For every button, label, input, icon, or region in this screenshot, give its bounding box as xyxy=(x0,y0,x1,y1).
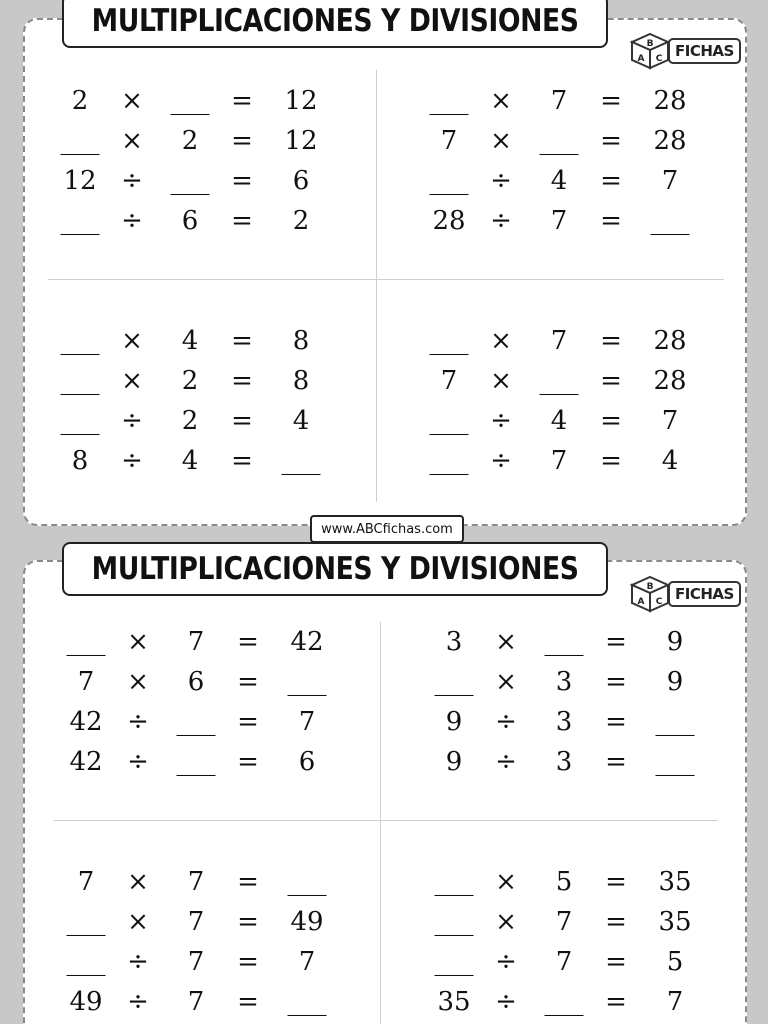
number: 8 xyxy=(292,366,310,396)
exercise-quadrant xyxy=(424,862,744,1022)
equation-row xyxy=(56,742,376,782)
logo-text: FICHAS xyxy=(668,581,741,607)
equals-sign: = xyxy=(231,446,253,476)
number: 7 xyxy=(550,446,568,476)
number: 2 xyxy=(181,126,199,156)
operator: ÷ xyxy=(127,707,149,737)
equals-sign: = xyxy=(237,987,259,1017)
number: 7 xyxy=(440,366,458,396)
number: 12 xyxy=(63,166,97,196)
equation-row xyxy=(419,81,739,121)
equation-row xyxy=(419,401,739,441)
number: 4 xyxy=(292,406,310,436)
equals-sign: = xyxy=(600,366,622,396)
operator: × xyxy=(127,667,149,697)
number: 4 xyxy=(181,446,199,476)
operator: × xyxy=(490,126,512,156)
cube-letter: A xyxy=(637,597,645,607)
operator: × xyxy=(121,126,143,156)
equals-sign: = xyxy=(600,446,622,476)
operator: ÷ xyxy=(490,446,512,476)
equals-sign: = xyxy=(231,206,253,236)
number: 7 xyxy=(77,667,95,697)
equation-row xyxy=(419,121,739,161)
equals-sign: = xyxy=(605,987,627,1017)
operator: × xyxy=(495,907,517,937)
letter-cube-icon xyxy=(628,32,672,70)
number: 9 xyxy=(445,707,463,737)
number: 4 xyxy=(550,166,568,196)
operator: ÷ xyxy=(490,406,512,436)
equation-row xyxy=(50,401,370,441)
equation-row xyxy=(424,902,744,942)
equation-row xyxy=(56,622,376,662)
number: 7 xyxy=(187,947,205,977)
number: 7 xyxy=(555,947,573,977)
equals-sign: = xyxy=(600,326,622,356)
exercise-quadrant xyxy=(56,622,376,782)
equals-sign: = xyxy=(237,867,259,897)
number: 7 xyxy=(298,707,316,737)
answer-blank[interactable]: ___ xyxy=(434,947,474,977)
answer-blank[interactable]: ___ xyxy=(287,987,327,1017)
number: 12 xyxy=(284,86,318,116)
logo-text: FICHAS xyxy=(668,38,741,64)
cube-letter: C xyxy=(655,54,663,64)
exercise-quadrant xyxy=(424,622,744,782)
answer-blank[interactable]: ___ xyxy=(170,86,210,116)
number: 5 xyxy=(555,867,573,897)
number: 12 xyxy=(284,126,318,156)
footer-url: www.ABCfichas.com xyxy=(310,515,464,543)
equation-row xyxy=(424,742,744,782)
equals-sign: = xyxy=(605,947,627,977)
number: 28 xyxy=(653,366,687,396)
answer-blank[interactable]: ___ xyxy=(287,867,327,897)
answer-blank[interactable]: ___ xyxy=(655,747,695,777)
equation-row xyxy=(50,321,370,361)
cube-letter: C xyxy=(655,597,663,607)
number: 35 xyxy=(658,867,692,897)
number: 35 xyxy=(658,907,692,937)
equals-sign: = xyxy=(600,126,622,156)
equals-sign: = xyxy=(605,907,627,937)
operator: × xyxy=(495,867,517,897)
number: 28 xyxy=(653,86,687,116)
operator: ÷ xyxy=(121,166,143,196)
answer-blank[interactable]: ___ xyxy=(650,206,690,236)
number: 7 xyxy=(440,126,458,156)
number: 42 xyxy=(290,627,324,657)
number: 7 xyxy=(187,627,205,657)
exercise-quadrant xyxy=(419,81,739,241)
equation-row xyxy=(419,201,739,241)
equation-row xyxy=(424,622,744,662)
number: 7 xyxy=(187,907,205,937)
equation-row xyxy=(419,361,739,401)
answer-blank[interactable]: ___ xyxy=(66,907,106,937)
equals-sign: = xyxy=(231,166,253,196)
number: 3 xyxy=(555,707,573,737)
equals-sign: = xyxy=(237,947,259,977)
equation-row xyxy=(424,662,744,702)
number: 42 xyxy=(69,747,103,777)
number: 7 xyxy=(555,907,573,937)
number: 8 xyxy=(71,446,89,476)
answer-blank[interactable]: ___ xyxy=(176,747,216,777)
answer-blank[interactable]: ___ xyxy=(170,166,210,196)
number: 28 xyxy=(653,326,687,356)
number: 7 xyxy=(661,166,679,196)
number: 28 xyxy=(653,126,687,156)
operator: ÷ xyxy=(495,987,517,1017)
operator: × xyxy=(121,326,143,356)
equals-sign: = xyxy=(600,86,622,116)
number: 35 xyxy=(437,987,471,1017)
divider xyxy=(48,279,724,280)
number: 49 xyxy=(290,907,324,937)
equals-sign: = xyxy=(605,667,627,697)
operator: × xyxy=(495,667,517,697)
answer-blank[interactable]: ___ xyxy=(429,446,469,476)
number: 2 xyxy=(71,86,89,116)
equals-sign: = xyxy=(237,627,259,657)
number: 3 xyxy=(555,747,573,777)
answer-blank[interactable]: ___ xyxy=(176,707,216,737)
answer-blank[interactable]: ___ xyxy=(60,406,100,436)
letter-cube-icon xyxy=(628,575,672,613)
operator: × xyxy=(127,867,149,897)
number: 9 xyxy=(666,627,684,657)
operator: ÷ xyxy=(121,206,143,236)
equals-sign: = xyxy=(605,867,627,897)
cube-letter: B xyxy=(646,582,654,592)
equation-row xyxy=(56,942,376,982)
equals-sign: = xyxy=(605,747,627,777)
operator: ÷ xyxy=(121,406,143,436)
equals-sign: = xyxy=(231,86,253,116)
answer-blank[interactable]: ___ xyxy=(429,326,469,356)
number: 6 xyxy=(292,166,310,196)
operator: ÷ xyxy=(127,747,149,777)
equals-sign: = xyxy=(237,707,259,737)
number: 3 xyxy=(445,627,463,657)
equals-sign: = xyxy=(600,206,622,236)
number: 8 xyxy=(292,326,310,356)
number: 7 xyxy=(550,86,568,116)
answer-blank[interactable]: ___ xyxy=(66,627,106,657)
number: 9 xyxy=(666,667,684,697)
answer-blank[interactable]: ___ xyxy=(539,366,579,396)
worksheet-title: MULTIPLICACIONES Y DIVISIONES xyxy=(62,0,608,48)
answer-blank[interactable]: ___ xyxy=(60,326,100,356)
divider xyxy=(54,820,718,821)
answer-blank[interactable]: ___ xyxy=(434,907,474,937)
number: 7 xyxy=(550,326,568,356)
equation-row xyxy=(419,441,739,481)
exercise-quadrant xyxy=(50,81,370,241)
equals-sign: = xyxy=(600,406,622,436)
operator: × xyxy=(121,366,143,396)
equation-row xyxy=(50,441,370,481)
answer-blank[interactable]: ___ xyxy=(60,126,100,156)
equation-row xyxy=(50,361,370,401)
equation-row xyxy=(419,321,739,361)
operator: ÷ xyxy=(490,206,512,236)
equation-row xyxy=(424,982,744,1022)
equation-row xyxy=(424,862,744,902)
number: 2 xyxy=(292,206,310,236)
number: 7 xyxy=(77,867,95,897)
answer-blank[interactable]: ___ xyxy=(544,987,584,1017)
exercise-quadrant xyxy=(56,862,376,1022)
answer-blank[interactable]: ___ xyxy=(429,406,469,436)
operator: ÷ xyxy=(490,166,512,196)
equation-row xyxy=(56,662,376,702)
equation-row xyxy=(56,982,376,1022)
equation-row xyxy=(50,161,370,201)
equals-sign: = xyxy=(231,406,253,436)
answer-blank[interactable]: ___ xyxy=(429,86,469,116)
answer-blank[interactable]: ___ xyxy=(287,667,327,697)
equation-row xyxy=(424,702,744,742)
number: 7 xyxy=(298,947,316,977)
number: 4 xyxy=(181,326,199,356)
operator: × xyxy=(490,326,512,356)
number: 7 xyxy=(666,987,684,1017)
number: 7 xyxy=(550,206,568,236)
number: 7 xyxy=(187,987,205,1017)
equals-sign: = xyxy=(600,166,622,196)
operator: ÷ xyxy=(495,747,517,777)
answer-blank[interactable]: ___ xyxy=(544,627,584,657)
divider xyxy=(380,622,381,1024)
equals-sign: = xyxy=(231,126,253,156)
answer-blank[interactable]: ___ xyxy=(429,166,469,196)
equation-row xyxy=(56,862,376,902)
number: 6 xyxy=(187,667,205,697)
operator: × xyxy=(121,86,143,116)
equation-row xyxy=(56,902,376,942)
number: 6 xyxy=(181,206,199,236)
operator: ÷ xyxy=(121,446,143,476)
number: 7 xyxy=(661,406,679,436)
worksheet-title: MULTIPLICACIONES Y DIVISIONES xyxy=(62,542,608,596)
answer-blank[interactable]: ___ xyxy=(60,366,100,396)
equation-row xyxy=(50,81,370,121)
operator: × xyxy=(490,86,512,116)
answer-blank[interactable]: ___ xyxy=(655,707,695,737)
number: 42 xyxy=(69,707,103,737)
number: 5 xyxy=(666,947,684,977)
answer-blank[interactable]: ___ xyxy=(434,867,474,897)
answer-blank[interactable]: ___ xyxy=(539,126,579,156)
equals-sign: = xyxy=(231,326,253,356)
number: 9 xyxy=(445,747,463,777)
operator: ÷ xyxy=(127,947,149,977)
answer-blank[interactable]: ___ xyxy=(60,206,100,236)
number: 4 xyxy=(661,446,679,476)
equation-row xyxy=(56,702,376,742)
operator: ÷ xyxy=(495,707,517,737)
operator: ÷ xyxy=(127,987,149,1017)
answer-blank[interactable]: ___ xyxy=(281,446,321,476)
number: 6 xyxy=(298,747,316,777)
exercise-quadrant xyxy=(419,321,739,481)
operator: × xyxy=(127,627,149,657)
number: 2 xyxy=(181,406,199,436)
exercise-quadrant xyxy=(50,321,370,481)
number: 49 xyxy=(69,987,103,1017)
number: 2 xyxy=(181,366,199,396)
operator: × xyxy=(127,907,149,937)
equation-row xyxy=(50,121,370,161)
equals-sign: = xyxy=(237,747,259,777)
number: 4 xyxy=(550,406,568,436)
equation-row xyxy=(424,942,744,982)
cube-letter: B xyxy=(646,39,654,49)
equals-sign: = xyxy=(231,366,253,396)
equals-sign: = xyxy=(605,707,627,737)
equals-sign: = xyxy=(605,627,627,657)
divider xyxy=(376,70,377,502)
answer-blank[interactable]: ___ xyxy=(66,947,106,977)
number: 3 xyxy=(555,667,573,697)
equals-sign: = xyxy=(237,667,259,697)
number: 7 xyxy=(187,867,205,897)
abcfichas-logo xyxy=(628,575,741,613)
equals-sign: = xyxy=(237,907,259,937)
equation-row xyxy=(419,161,739,201)
equation-row xyxy=(50,201,370,241)
answer-blank[interactable]: ___ xyxy=(434,667,474,697)
operator: × xyxy=(490,366,512,396)
cube-letter: A xyxy=(637,54,645,64)
operator: × xyxy=(495,627,517,657)
abcfichas-logo xyxy=(628,32,741,70)
operator: ÷ xyxy=(495,947,517,977)
number: 28 xyxy=(432,206,466,236)
